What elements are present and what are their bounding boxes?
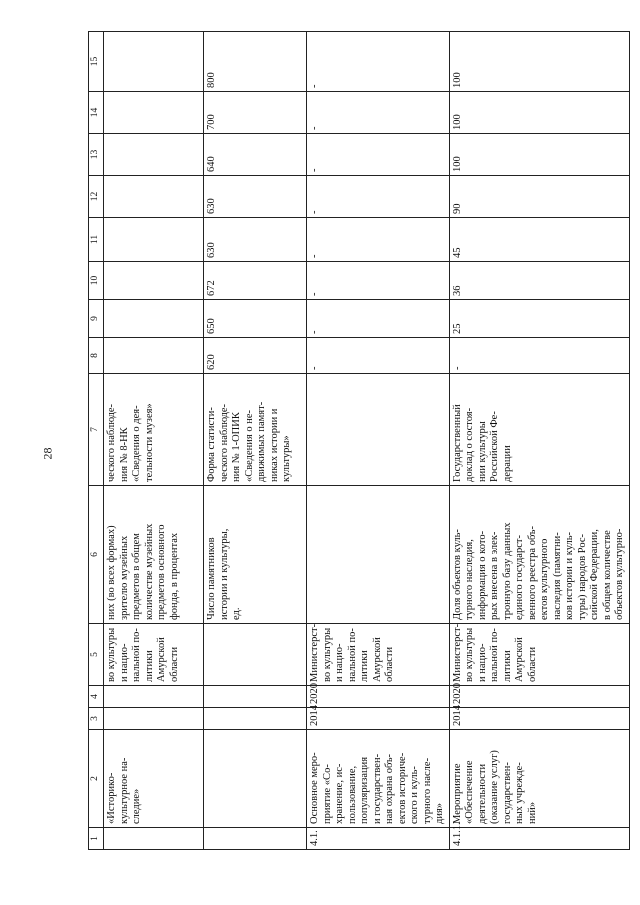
table-cell: 100 xyxy=(449,32,629,92)
table-cell: Доля объектов куль- турного наследия, информация о кото- рых внесена в элек- тронную базу данных единого государст- венного реестра объ- ектов культурного наследия (памятни- ков истории и куль- туры) народов Рос- сийской Федерации, в общем количестве объектов культурно- xyxy=(449,486,629,624)
table-cell: «Историко- культурное на- следие» xyxy=(104,730,204,828)
column-number-15: 15 xyxy=(89,32,104,92)
table-cell xyxy=(104,828,204,850)
row-monuments xyxy=(204,32,307,850)
table-cell: - xyxy=(449,338,629,374)
table-cell xyxy=(104,32,204,92)
column-number-7: 7 xyxy=(89,374,104,486)
table-cell: - xyxy=(307,262,450,300)
table-cell: 800 xyxy=(204,32,307,92)
table-cell xyxy=(204,686,307,708)
column-number-9: 9 xyxy=(89,300,104,338)
table-cell: 100 xyxy=(449,92,629,134)
table-cell: Государственный доклад о состоя- нии культуры Российской Фе- дерации xyxy=(449,374,629,486)
row-4-1 xyxy=(307,32,450,850)
page-number: 28 xyxy=(40,447,55,460)
table-cell: - xyxy=(307,338,450,374)
table-cell: 672 xyxy=(204,262,307,300)
table-cell: 700 xyxy=(204,92,307,134)
table-cell: 100 xyxy=(449,134,629,176)
row-4-1-1 xyxy=(449,32,629,850)
table-cell: Мероприятие «Обеспечение деятельности (оказание услуг) государствен- ных учрежде- ний» xyxy=(449,730,629,828)
table-cell xyxy=(104,338,204,374)
table-cell: 2020 xyxy=(449,686,629,708)
table-cell: них (во всех формах) зрителю музейных предметов в общем количестве музейных предметов основного фонда, в процентах xyxy=(104,486,204,624)
table-cell: Число памятников истории и культуры, ед. xyxy=(204,486,307,624)
table-cell: - xyxy=(307,300,450,338)
table-cell: 36 xyxy=(449,262,629,300)
table-cell: 45 xyxy=(449,218,629,262)
table-cell xyxy=(104,134,204,176)
column-number-14: 14 xyxy=(89,92,104,134)
table-cell xyxy=(104,262,204,300)
table-cell: - xyxy=(307,176,450,218)
table-cell: 620 xyxy=(204,338,307,374)
table-cell xyxy=(104,218,204,262)
column-number-8: 8 xyxy=(89,338,104,374)
column-number-10: 10 xyxy=(89,262,104,300)
table-cell: 2020 xyxy=(307,686,450,708)
table-cell xyxy=(204,828,307,850)
table-cell: 4.1. xyxy=(307,828,450,850)
column-number-1: 1 xyxy=(89,828,104,850)
table-cell: 25 xyxy=(449,300,629,338)
table-cell: 630 xyxy=(204,218,307,262)
table-cell xyxy=(104,686,204,708)
row-continuation xyxy=(104,32,204,850)
column-number-6: 6 xyxy=(89,486,104,624)
table-cell: - xyxy=(307,92,450,134)
table-cell: 4.1.1. xyxy=(449,828,629,850)
column-number-4: 4 xyxy=(89,686,104,708)
column-number-13: 13 xyxy=(89,134,104,176)
table-cell: 630 xyxy=(204,176,307,218)
table-cell: - xyxy=(307,134,450,176)
column-number-5: 5 xyxy=(89,624,104,686)
document-table-area xyxy=(88,32,625,850)
table-cell xyxy=(307,486,450,624)
table-cell xyxy=(104,708,204,730)
table-cell: Министерст- во культуры и нацио- нальной по- литики Амурской области xyxy=(449,624,629,686)
column-number-3: 3 xyxy=(89,708,104,730)
table-cell: - xyxy=(307,32,450,92)
table-cell xyxy=(104,92,204,134)
table-cell: 90 xyxy=(449,176,629,218)
table-cell: 2014 xyxy=(449,708,629,730)
header-row xyxy=(89,32,104,850)
table-cell: Министерст- во культуры и нацио- нальной по- литики Амурской области xyxy=(307,624,450,686)
table-cell xyxy=(204,708,307,730)
column-number-12: 12 xyxy=(89,176,104,218)
table-cell xyxy=(104,176,204,218)
table-cell: во культуры и нацио- нальной по- литики Амурской области xyxy=(104,624,204,686)
column-number-11: 11 xyxy=(89,218,104,262)
program-indicators-table xyxy=(88,31,630,850)
table-cell xyxy=(204,730,307,828)
table-cell xyxy=(307,374,450,486)
table-cell: - xyxy=(307,218,450,262)
table-cell: Основное меро- приятие «Со- хранение, ис- пользование, популяризация и государствен- ная охрана объ- ектов историче- ского и куль- турного насле- дия» xyxy=(307,730,450,828)
table-cell xyxy=(104,300,204,338)
table-cell xyxy=(204,624,307,686)
table-cell: 650 xyxy=(204,300,307,338)
table-cell: 2014 xyxy=(307,708,450,730)
table-cell: ческого наблюде- ния № 8-НК «Сведения о дея- тельности музея» xyxy=(104,374,204,486)
table-cell: 640 xyxy=(204,134,307,176)
column-number-2: 2 xyxy=(89,730,104,828)
table-cell: Форма статисти- ческого наблюде- ния № 1-ОПИК «Сведения о не- движимых памят- никах истории и культуры» xyxy=(204,374,307,486)
